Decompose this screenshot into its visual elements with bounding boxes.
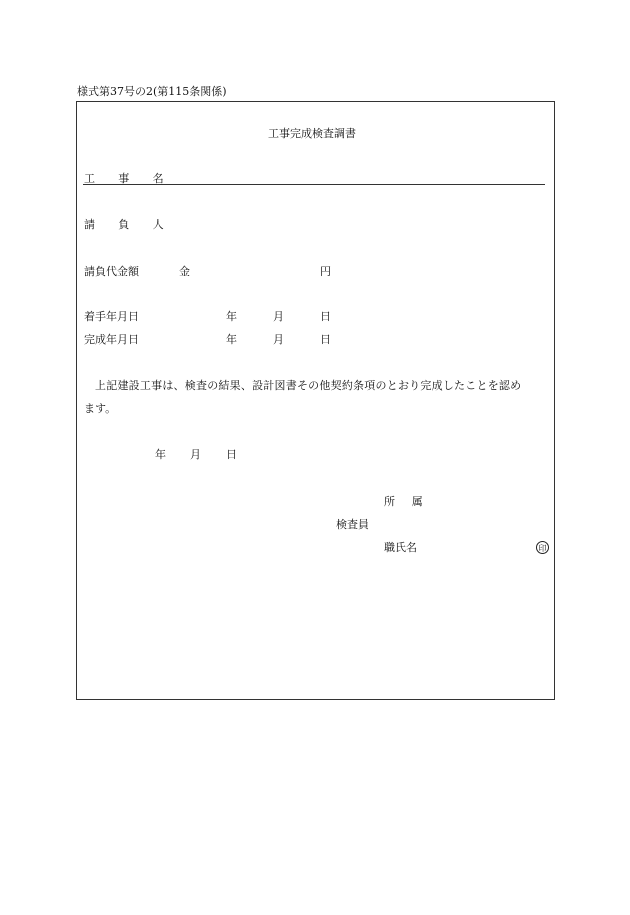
- statement-line-2: ます。: [84, 402, 117, 415]
- form-frame: [76, 101, 555, 700]
- completion-date-year: 年: [226, 333, 237, 346]
- contract-amount-prefix: 金: [179, 265, 190, 278]
- report-date-year: 年: [155, 448, 166, 461]
- start-date-label: 着手年月日: [84, 310, 139, 323]
- position-name-label: 職氏名: [384, 541, 417, 554]
- contract-amount-unit: 円: [320, 265, 331, 278]
- contract-amount-label: 請負代金額: [84, 265, 139, 278]
- statement-line-1: 上記建設工事は、検査の結果、設計図書その他契約条項のとおり完成したことを認め: [95, 379, 522, 392]
- form-number: 様式第37号の2(第115条関係): [77, 85, 227, 98]
- work-name-label: 工 事 名: [84, 172, 174, 185]
- seal-mark: 印: [536, 541, 549, 554]
- completion-date-month: 月: [273, 333, 284, 346]
- inspector-label: 検査員: [336, 518, 369, 531]
- start-date-month: 月: [273, 310, 284, 323]
- work-name-underline: [83, 184, 545, 185]
- report-date-day: 日: [226, 448, 237, 461]
- start-date-day: 日: [320, 310, 331, 323]
- affiliation-label: 所 属: [384, 495, 430, 508]
- completion-date-label: 完成年月日: [84, 333, 139, 346]
- form-title: 工事完成検査調書: [268, 127, 356, 140]
- contractor-label: 請 負 人: [84, 218, 174, 231]
- start-date-year: 年: [226, 310, 237, 323]
- completion-date-day: 日: [320, 333, 331, 346]
- report-date-month: 月: [190, 448, 201, 461]
